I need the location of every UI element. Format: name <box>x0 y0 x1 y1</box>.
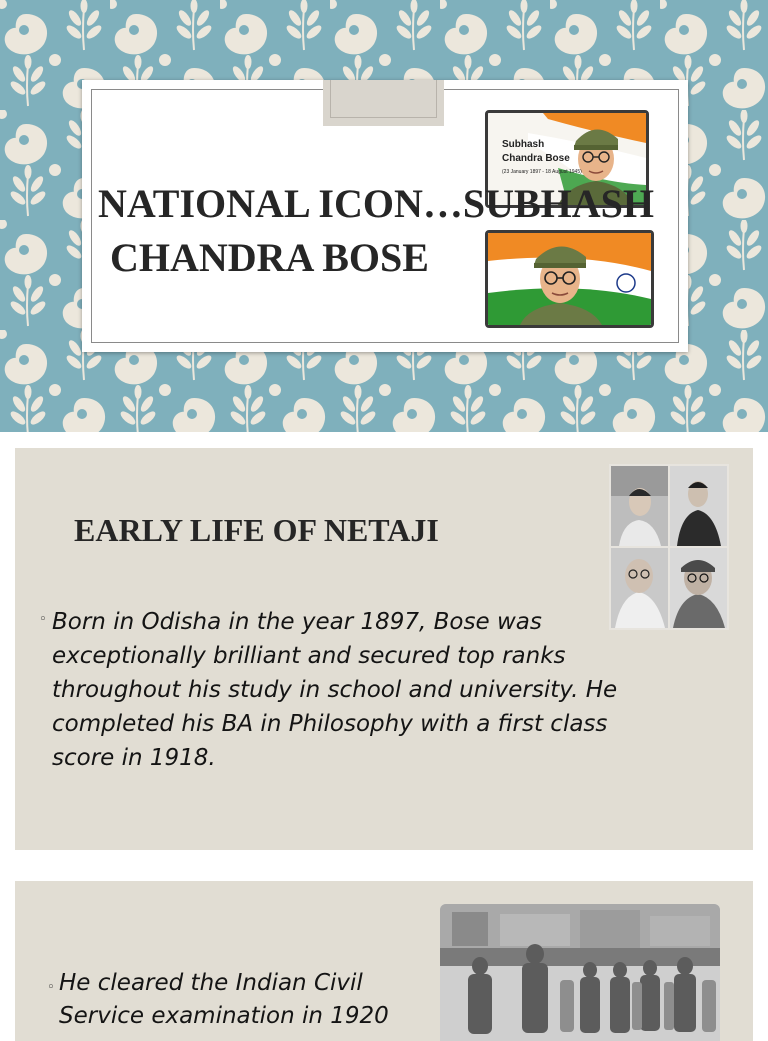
early-life-slide <box>15 448 753 850</box>
early-life-paragraph: Born in Odisha in the year 1897, Bose was exceptionally brilliant and secured top ranks throughout his study in school and university. He completed his BA in Philosophy with a first class score in 1918. <box>52 609 618 771</box>
photo-caption-name-2: Chandra Bose <box>502 153 570 164</box>
bose-parade-photo <box>440 904 720 1041</box>
civil-service-paragraph: He cleared the Indian Civil Service examination in 1920 <box>59 970 389 1029</box>
photo-caption-name-1: Subhash <box>502 139 545 150</box>
title-slide <box>0 0 768 432</box>
bullet-marker: ◦ <box>39 612 47 627</box>
slide-heading: EARLY LIFE OF NETAJI <box>74 512 439 548</box>
bullet-marker: ◦ <box>47 980 55 995</box>
slide-title-line-2: CHANDRA BOSE <box>110 235 429 280</box>
photo-caption-dates: (23 January 1897 - 18 August 1945) <box>502 169 582 175</box>
bose-flag-photo <box>485 230 654 328</box>
slide-title-line-1: NATIONAL ICON…SUBHASH <box>98 181 655 226</box>
civil-service-slide <box>15 881 753 1041</box>
tape-decoration <box>323 80 444 126</box>
